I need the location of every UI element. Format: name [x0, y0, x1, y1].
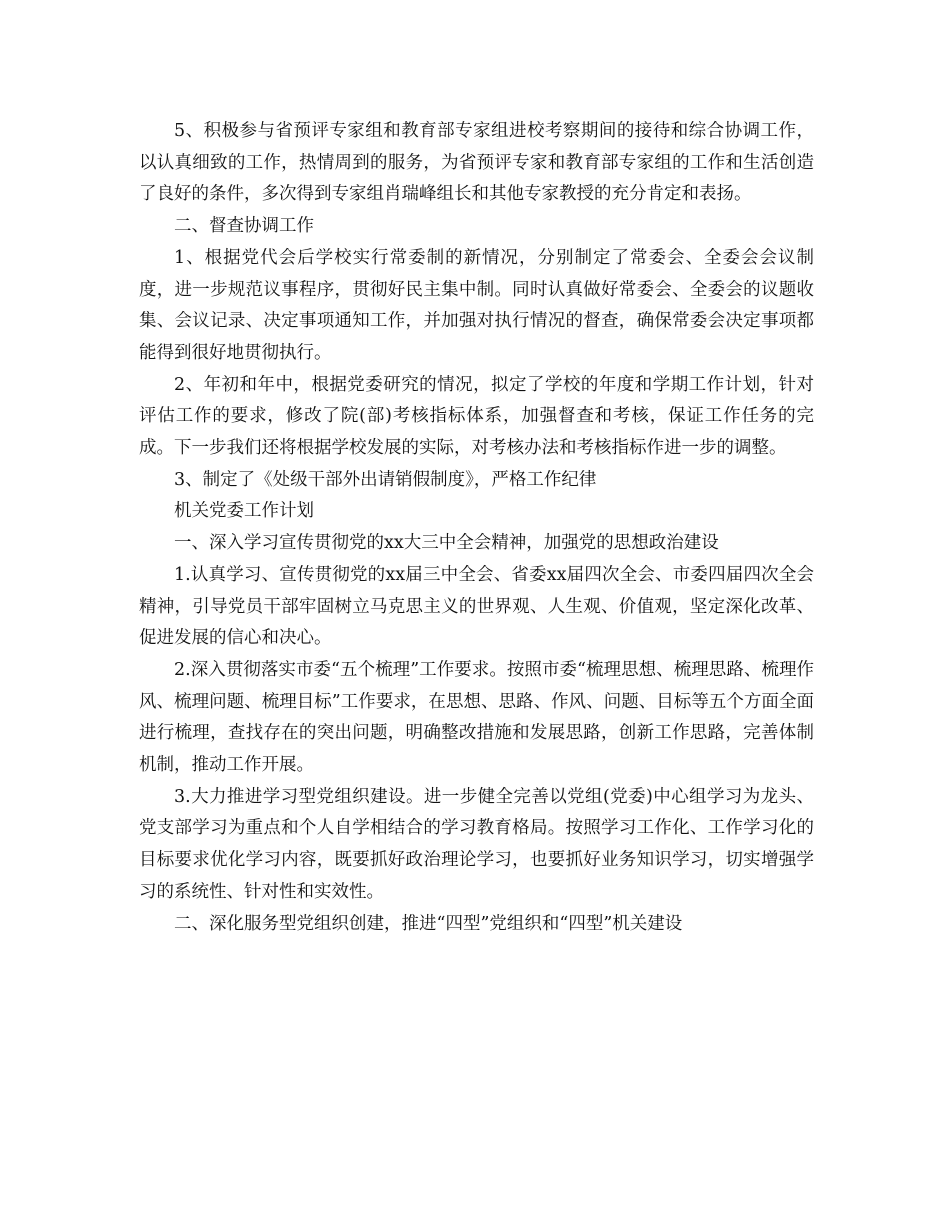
paragraph: 1.认真学习、宣传贯彻党的xx届三中全会、省委xx届四次全会、市委四届四次全会精神，引导党员干部牢固树立马克思主义的世界观、人生观、价值观，坚定深化改革、促进发展的信心和决心。	[139, 564, 814, 649]
paragraph: 3.大力推进学习型党组织建设。进一步健全完善以党组(党委)中心组学习为龙头、党支部学习为重点和个人自学相结合的学习教育格局。按照学习工作化、工作学习化的目标要求优化学习内容，既要抓好政治理论学习，也要抓好业务知识学习，切实增强学习的系统性、针对性和实效性。	[139, 786, 814, 902]
section-heading: 一、深入学习宣传贯彻党的xx大三中全会精神，加强党的思想政治建设	[174, 533, 719, 554]
section-heading: 二、督查协调工作	[174, 216, 314, 237]
paragraph: 3、制定了《处级干部外出请销假制度》，严格工作纪律	[174, 469, 597, 490]
paragraph: 1、根据党代会后学校实行常委制的新情况，分别制定了常委会、全委会会议制度，进一步规范议事程序，贯彻好民主集中制。同时认真做好常委会、全委会的议题收集、会议记录、决定事项通知工作，并加强对执行情况的督查，确保常委会决定事项都能得到很好地贯彻执行。	[139, 247, 814, 363]
document-title: 机关党委工作计划	[174, 501, 314, 522]
paragraph: 2.深入贯彻落实市委“五个梳理”工作要求。按照市委“梳理思想、梳理思路、梳理作风、梳理问题、梳理目标”工作要求，在思想、思路、作风、问题、目标等五个方面全面进行梳理，查找存在的突出问题，明确整改措施和发展思路，创新工作思路，完善体制机制，推动工作开展。	[139, 659, 814, 776]
section-heading: 二、深化服务型党组织创建，推进“四型”党组织和“四型”机关建设	[174, 913, 683, 934]
paragraph: 5、积极参与省预评专家组和教育部专家组进校考察期间的接待和综合协调工作，以认真细致的工作，热情周到的服务，为省预评专家和教育部专家组的工作和生活创造了良好的条件，多次得到专家组肖瑞峰组长和其他专家教授的充分肯定和表扬。	[139, 121, 814, 205]
document-body	[139, 116, 814, 940]
paragraph: 2、年初和年中，根据党委研究的情况，拟定了学校的年度和学期工作计划，针对评估工作的要求，修改了院(部)考核指标体系，加强督查和考核，保证工作任务的完成。下一步我们还将根据学校发展的实际，对考核办法和考核指标作进一步的调整。	[139, 374, 814, 459]
